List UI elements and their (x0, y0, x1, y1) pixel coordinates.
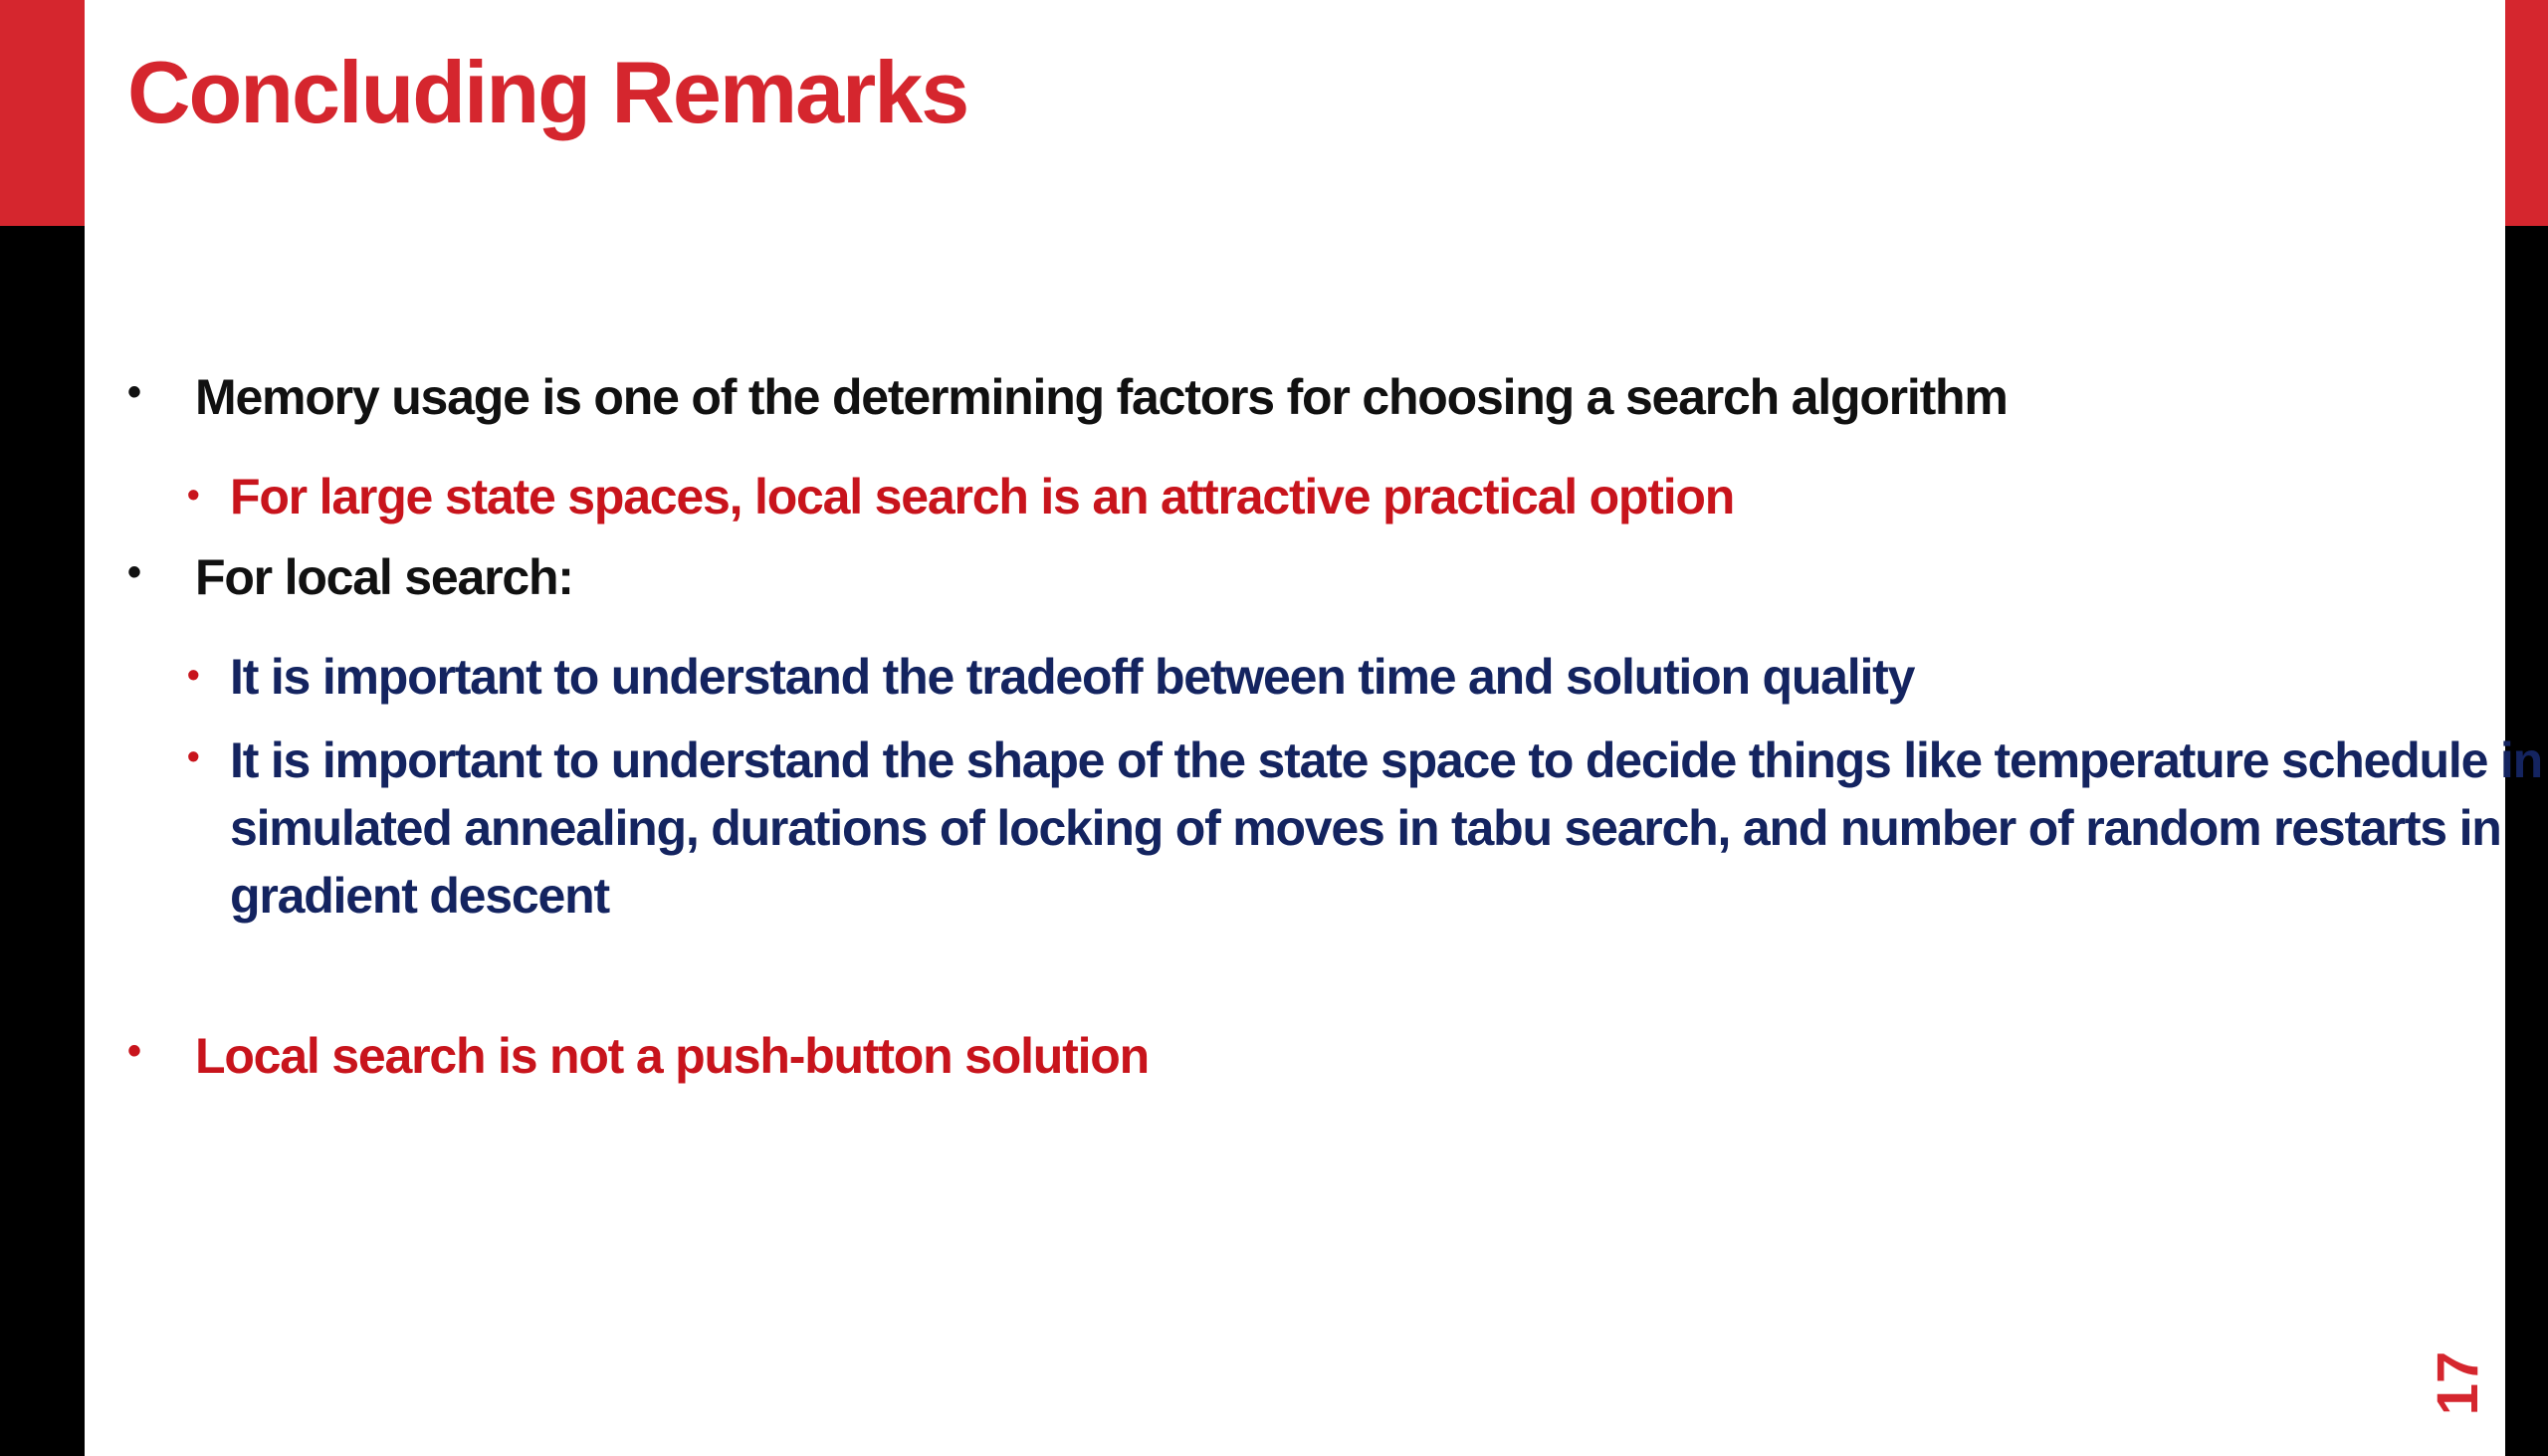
bullet-push-button: Local search is not a push-button solution (195, 1028, 1149, 1084)
bullet-dot: • (127, 1029, 142, 1073)
bullet-for-local-search: For local search: (195, 549, 573, 605)
sub-bullet-dot: • (187, 474, 200, 515)
sub-bullet-tradeoff: It is important to understand the tradeoff between time and solution quality (230, 649, 1915, 705)
bullet-dot: • (127, 550, 142, 594)
slide-title: Concluding Remarks (127, 43, 968, 141)
sub-bullet-state-space-shape: It is important to understand the shape of the state space to decide things like temperature schedule in simulated annealing, durations of locking of moves in tabu search, and number of random restarts in gradient descent (230, 732, 2542, 924)
bullet-memory-usage: Memory usage is one of the determining factors for choosing a search algorithm (195, 369, 2008, 425)
sub-bullet-large-state-spaces: For large state spaces, local search is an attractive practical option (230, 469, 1735, 524)
page-number: 17 (2426, 1351, 2490, 1416)
sub-bullet-dot: • (187, 735, 200, 776)
bullet-dot: • (127, 370, 142, 414)
sub-bullet-dot: • (187, 654, 200, 695)
